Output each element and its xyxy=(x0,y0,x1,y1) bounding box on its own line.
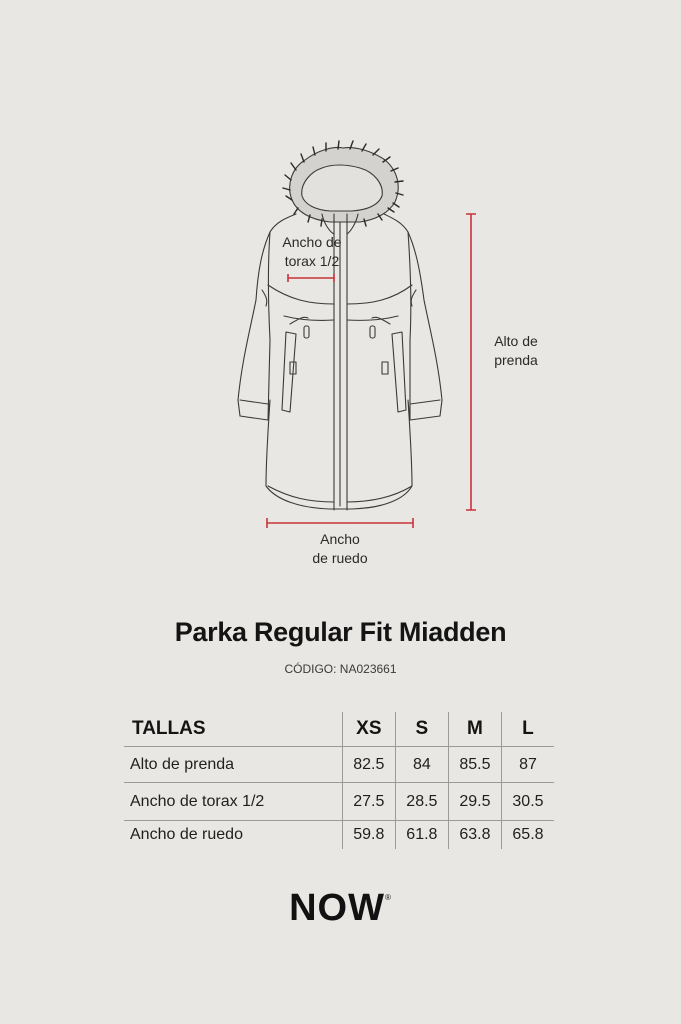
brand-logo xyxy=(0,887,681,930)
header-tallas: TALLAS xyxy=(132,718,206,739)
row-label: Alto de prenda xyxy=(124,747,342,783)
table-cell: 30.5 xyxy=(501,783,554,821)
table-cell: 28.5 xyxy=(395,783,448,821)
table-cell: 65.8 xyxy=(501,821,554,850)
header-size-xs: XS xyxy=(342,712,395,747)
table-cell: 84 xyxy=(395,747,448,783)
brand-name: NOW xyxy=(289,887,385,929)
alto-line xyxy=(466,214,476,510)
table-row xyxy=(124,747,554,783)
torax-label-line-2: torax 1/2 xyxy=(284,253,340,269)
row-label: Ancho de ruedo xyxy=(124,821,342,850)
table-cell: 27.5 xyxy=(342,783,395,821)
alto-label-line-2: prenda xyxy=(494,352,538,368)
alto-label-line-1: Alto de xyxy=(494,333,538,349)
registered-mark: ® xyxy=(384,893,392,902)
table-cell: 29.5 xyxy=(448,783,501,821)
table-row xyxy=(124,821,554,850)
table-row xyxy=(124,783,554,821)
alto-measure-label xyxy=(484,332,548,370)
table-cell: 85.5 xyxy=(448,747,501,783)
table-cell: 82.5 xyxy=(342,747,395,783)
table-header-row xyxy=(124,712,554,747)
torax-line xyxy=(288,274,334,282)
ruedo-line xyxy=(267,518,413,528)
header-size-m: M xyxy=(448,712,501,747)
ruedo-measure-label xyxy=(300,530,380,568)
ruedo-label-line-1: Ancho xyxy=(320,531,360,547)
row-label: Ancho de torax 1/2 xyxy=(124,783,342,821)
header-size-l: L xyxy=(501,712,554,747)
table-cell: 63.8 xyxy=(448,821,501,850)
header-size-s: S xyxy=(395,712,448,747)
size-table xyxy=(124,712,554,849)
torax-measure-label xyxy=(270,233,354,271)
product-code: CÓDIGO: NA023661 xyxy=(284,662,397,676)
ruedo-label-line-2: de ruedo xyxy=(312,550,368,566)
table-cell: 59.8 xyxy=(342,821,395,850)
torax-label-line-1: Ancho de xyxy=(282,234,342,250)
product-title: Parka Regular Fit Miadden xyxy=(174,617,507,647)
table-cell: 87 xyxy=(501,747,554,783)
table-cell: 61.8 xyxy=(395,821,448,850)
